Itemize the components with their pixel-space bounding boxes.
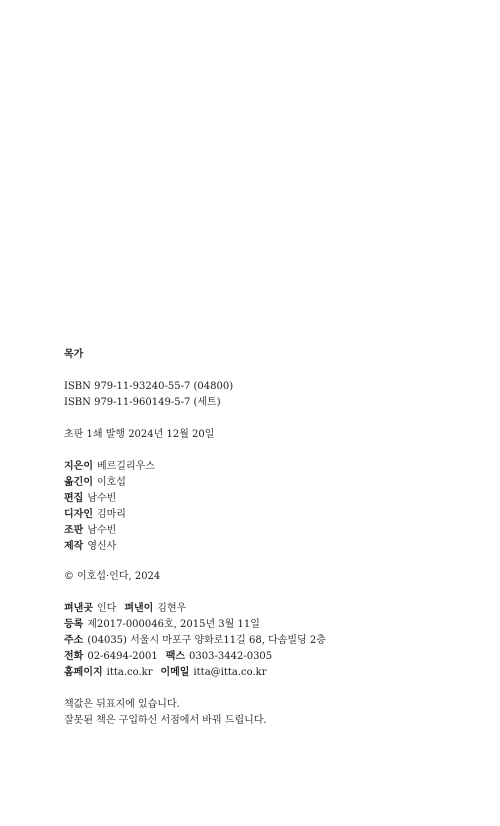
- credit-typesetting: [64, 523, 464, 539]
- credit-label: 제작: [64, 541, 84, 552]
- credit-value: 남수빈: [87, 493, 117, 504]
- credit-value: 남수빈: [87, 525, 117, 536]
- isbn-line: ISBN 979-11-93240-55-7 (04800): [64, 381, 234, 392]
- credit-label: 지은이: [64, 461, 93, 472]
- publisher-block: [64, 601, 464, 681]
- isbn-block: [64, 379, 464, 411]
- homepage-label: 홈페이지: [64, 667, 103, 678]
- ceo-label: 펴낸이: [124, 603, 154, 614]
- price-note: 책값은 뒤표지에 있습니다.: [64, 699, 180, 710]
- registration-label: 등록: [64, 619, 84, 630]
- copyright-icon: ©: [64, 571, 74, 582]
- credit-value: 이호섭: [96, 477, 126, 488]
- phone-value: 02-6494-2001: [87, 651, 158, 662]
- address-line: [64, 633, 464, 649]
- credit-author: [64, 459, 464, 475]
- homepage-link: itta.co.kr: [106, 667, 153, 678]
- credit-label: 옮긴이: [64, 477, 93, 488]
- email-link: itta@itta.co.kr: [193, 667, 267, 678]
- copyright-text: 이호섭·인다, 2024: [77, 571, 161, 582]
- credit-production: [64, 539, 464, 555]
- exchange-note: 잘못된 책은 구입하신 서점에서 바꿔 드립니다.: [64, 715, 267, 726]
- credit-value: 김마리: [96, 509, 126, 520]
- notes-block: [64, 697, 464, 729]
- credit-editor: [64, 491, 464, 507]
- registration-line: [64, 617, 464, 633]
- address-label: 주소: [64, 635, 84, 646]
- ceo-value: 김현우: [157, 603, 187, 614]
- credit-translator: [64, 475, 464, 491]
- credit-label: 편집: [64, 493, 84, 504]
- credit-label: 조판: [64, 525, 84, 536]
- publisher-line: [64, 601, 464, 617]
- publisher-label: 펴낸곳: [64, 603, 93, 614]
- credit-label: 디자인: [64, 509, 93, 520]
- publisher-value: 인다: [96, 603, 117, 614]
- credit-designer: [64, 507, 464, 523]
- colophon: [64, 347, 464, 729]
- fax-label: 팩스: [165, 651, 186, 662]
- isbn-set-line: ISBN 979-11-960149-5-7 (세트): [64, 397, 221, 408]
- edition-block: [64, 427, 464, 443]
- credit-value: 베르길리우스: [96, 461, 155, 472]
- registration-value: 제2017-000046호, 2015년 3월 11일: [87, 619, 260, 630]
- copyright-block: [64, 569, 464, 585]
- email-label: 이메일: [160, 667, 190, 678]
- book-title: 목가: [64, 349, 84, 360]
- edition-line: 초판 1쇄 발행 2024년 12월 20일: [64, 429, 215, 440]
- credits-block: [64, 459, 464, 555]
- phone-label: 전화: [64, 651, 84, 662]
- copyright-line: [64, 569, 464, 585]
- fax-value: 0303-3442-0305: [189, 651, 273, 662]
- address-value: (04035) 서울시 마포구 양화로11길 68, 다솜빌딩 2층: [87, 635, 326, 646]
- web-line: [64, 665, 464, 681]
- phone-fax-line: [64, 649, 464, 665]
- credit-value: 영신사: [87, 541, 117, 552]
